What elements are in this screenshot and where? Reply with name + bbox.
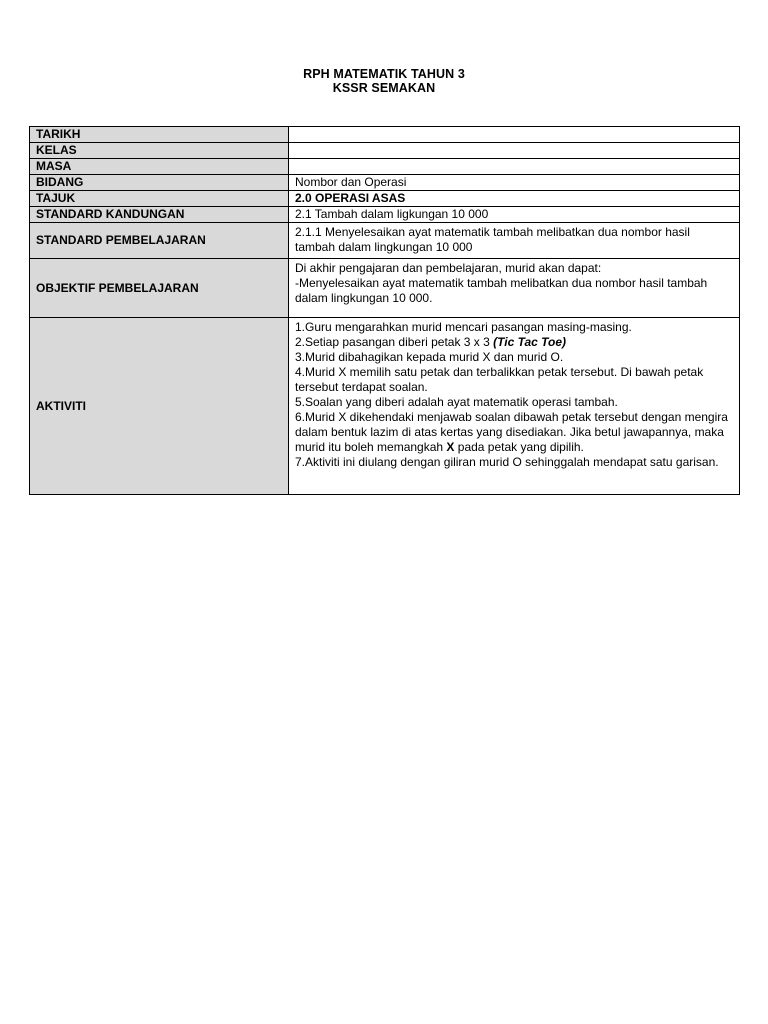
aktiviti-step-1: 1.Guru mengarahkan murid mencari pasangan masing-masing.: [295, 320, 632, 334]
label-masa: MASA: [30, 159, 289, 175]
label-bidang: BIDANG: [30, 175, 289, 191]
value-tarikh: [289, 127, 740, 143]
label-standard-kandungan: STANDARD KANDUNGAN: [30, 207, 289, 223]
aktiviti-step-5: 5.Soalan yang diberi adalah ayat matematik operasi tambah.: [295, 395, 618, 409]
lesson-plan-table: [29, 126, 740, 495]
title-line-2: KSSR SEMAKAN: [332, 81, 436, 95]
title-line-1: RPH MATEMATIK TAHUN 3: [303, 67, 465, 81]
aktiviti-step-2: [295, 335, 733, 350]
row-masa: [30, 159, 740, 175]
label-aktiviti: AKTIVITI: [30, 318, 289, 495]
label-kelas: KELAS: [30, 143, 289, 159]
value-kelas: [289, 143, 740, 159]
row-tarikh: [30, 127, 740, 143]
aktiviti-step-6-text: 6.Murid X dikehendaki menjawab soalan dibawah petak tersebut dengan mengira dalam bentuk lazim di atas kertas yang disediakan. Jika betul jawapannya, maka murid itu boleh memangkah: [295, 410, 728, 454]
row-standard-pembelajaran: [30, 223, 740, 259]
label-tarikh: TARIKH: [30, 127, 289, 143]
label-standard-pembelajaran: STANDARD PEMBELAJARAN: [30, 223, 289, 259]
aktiviti-step-3: 3.Murid dibahagikan kepada murid X dan murid O.: [295, 350, 564, 364]
page-title: [0, 67, 768, 95]
row-standard-kandungan: [30, 207, 740, 223]
value-objektif-pembelajaran: [289, 259, 740, 318]
value-tajuk: 2.0 OPERASI ASAS: [289, 191, 740, 207]
aktiviti-step-6-tail: pada petak yang dipilih.: [454, 440, 584, 454]
label-objektif-pembelajaran: OBJEKTIF PEMBELAJARAN: [30, 259, 289, 318]
row-kelas: [30, 143, 740, 159]
aktiviti-step-2-text: 2.Setiap pasangan diberi petak 3 x 3: [295, 335, 494, 349]
row-bidang: [30, 175, 740, 191]
row-aktiviti: [30, 318, 740, 495]
aktiviti-step-7: 7.Aktiviti ini diulang dengan giliran murid O sehinggalah mendapat satu garisan.: [295, 455, 719, 469]
value-bidang: Nombor dan Operasi: [289, 175, 740, 191]
value-aktiviti: [289, 318, 740, 495]
row-tajuk: [30, 191, 740, 207]
aktiviti-step-6-mark: X: [446, 440, 455, 454]
aktiviti-step-6: [295, 410, 733, 455]
objektif-line-2: -Menyelesaikan ayat matematik tambah melibatkan dua nombor hasil tambah dalam lingkungan 10 000.: [295, 276, 708, 305]
aktiviti-step-2-emphasis: (Tic Tac Toe): [493, 335, 567, 349]
aktiviti-step-4: 4.Murid X memilih satu petak dan terbalikkan petak tersebut. Di bawah petak tersebut terdapat soalan.: [295, 365, 704, 394]
row-objektif-pembelajaran: [30, 259, 740, 318]
label-tajuk: TAJUK: [30, 191, 289, 207]
value-standard-pembelajaran: 2.1.1 Menyelesaikan ayat matematik tambah melibatkan dua nombor hasil tambah dalam lingkungan 10 000: [289, 223, 740, 259]
value-masa: [289, 159, 740, 175]
objektif-line-1: Di akhir pengajaran dan pembelajaran, murid akan dapat:: [295, 261, 602, 275]
value-standard-kandungan: 2.1 Tambah dalam ligkungan 10 000: [289, 207, 740, 223]
